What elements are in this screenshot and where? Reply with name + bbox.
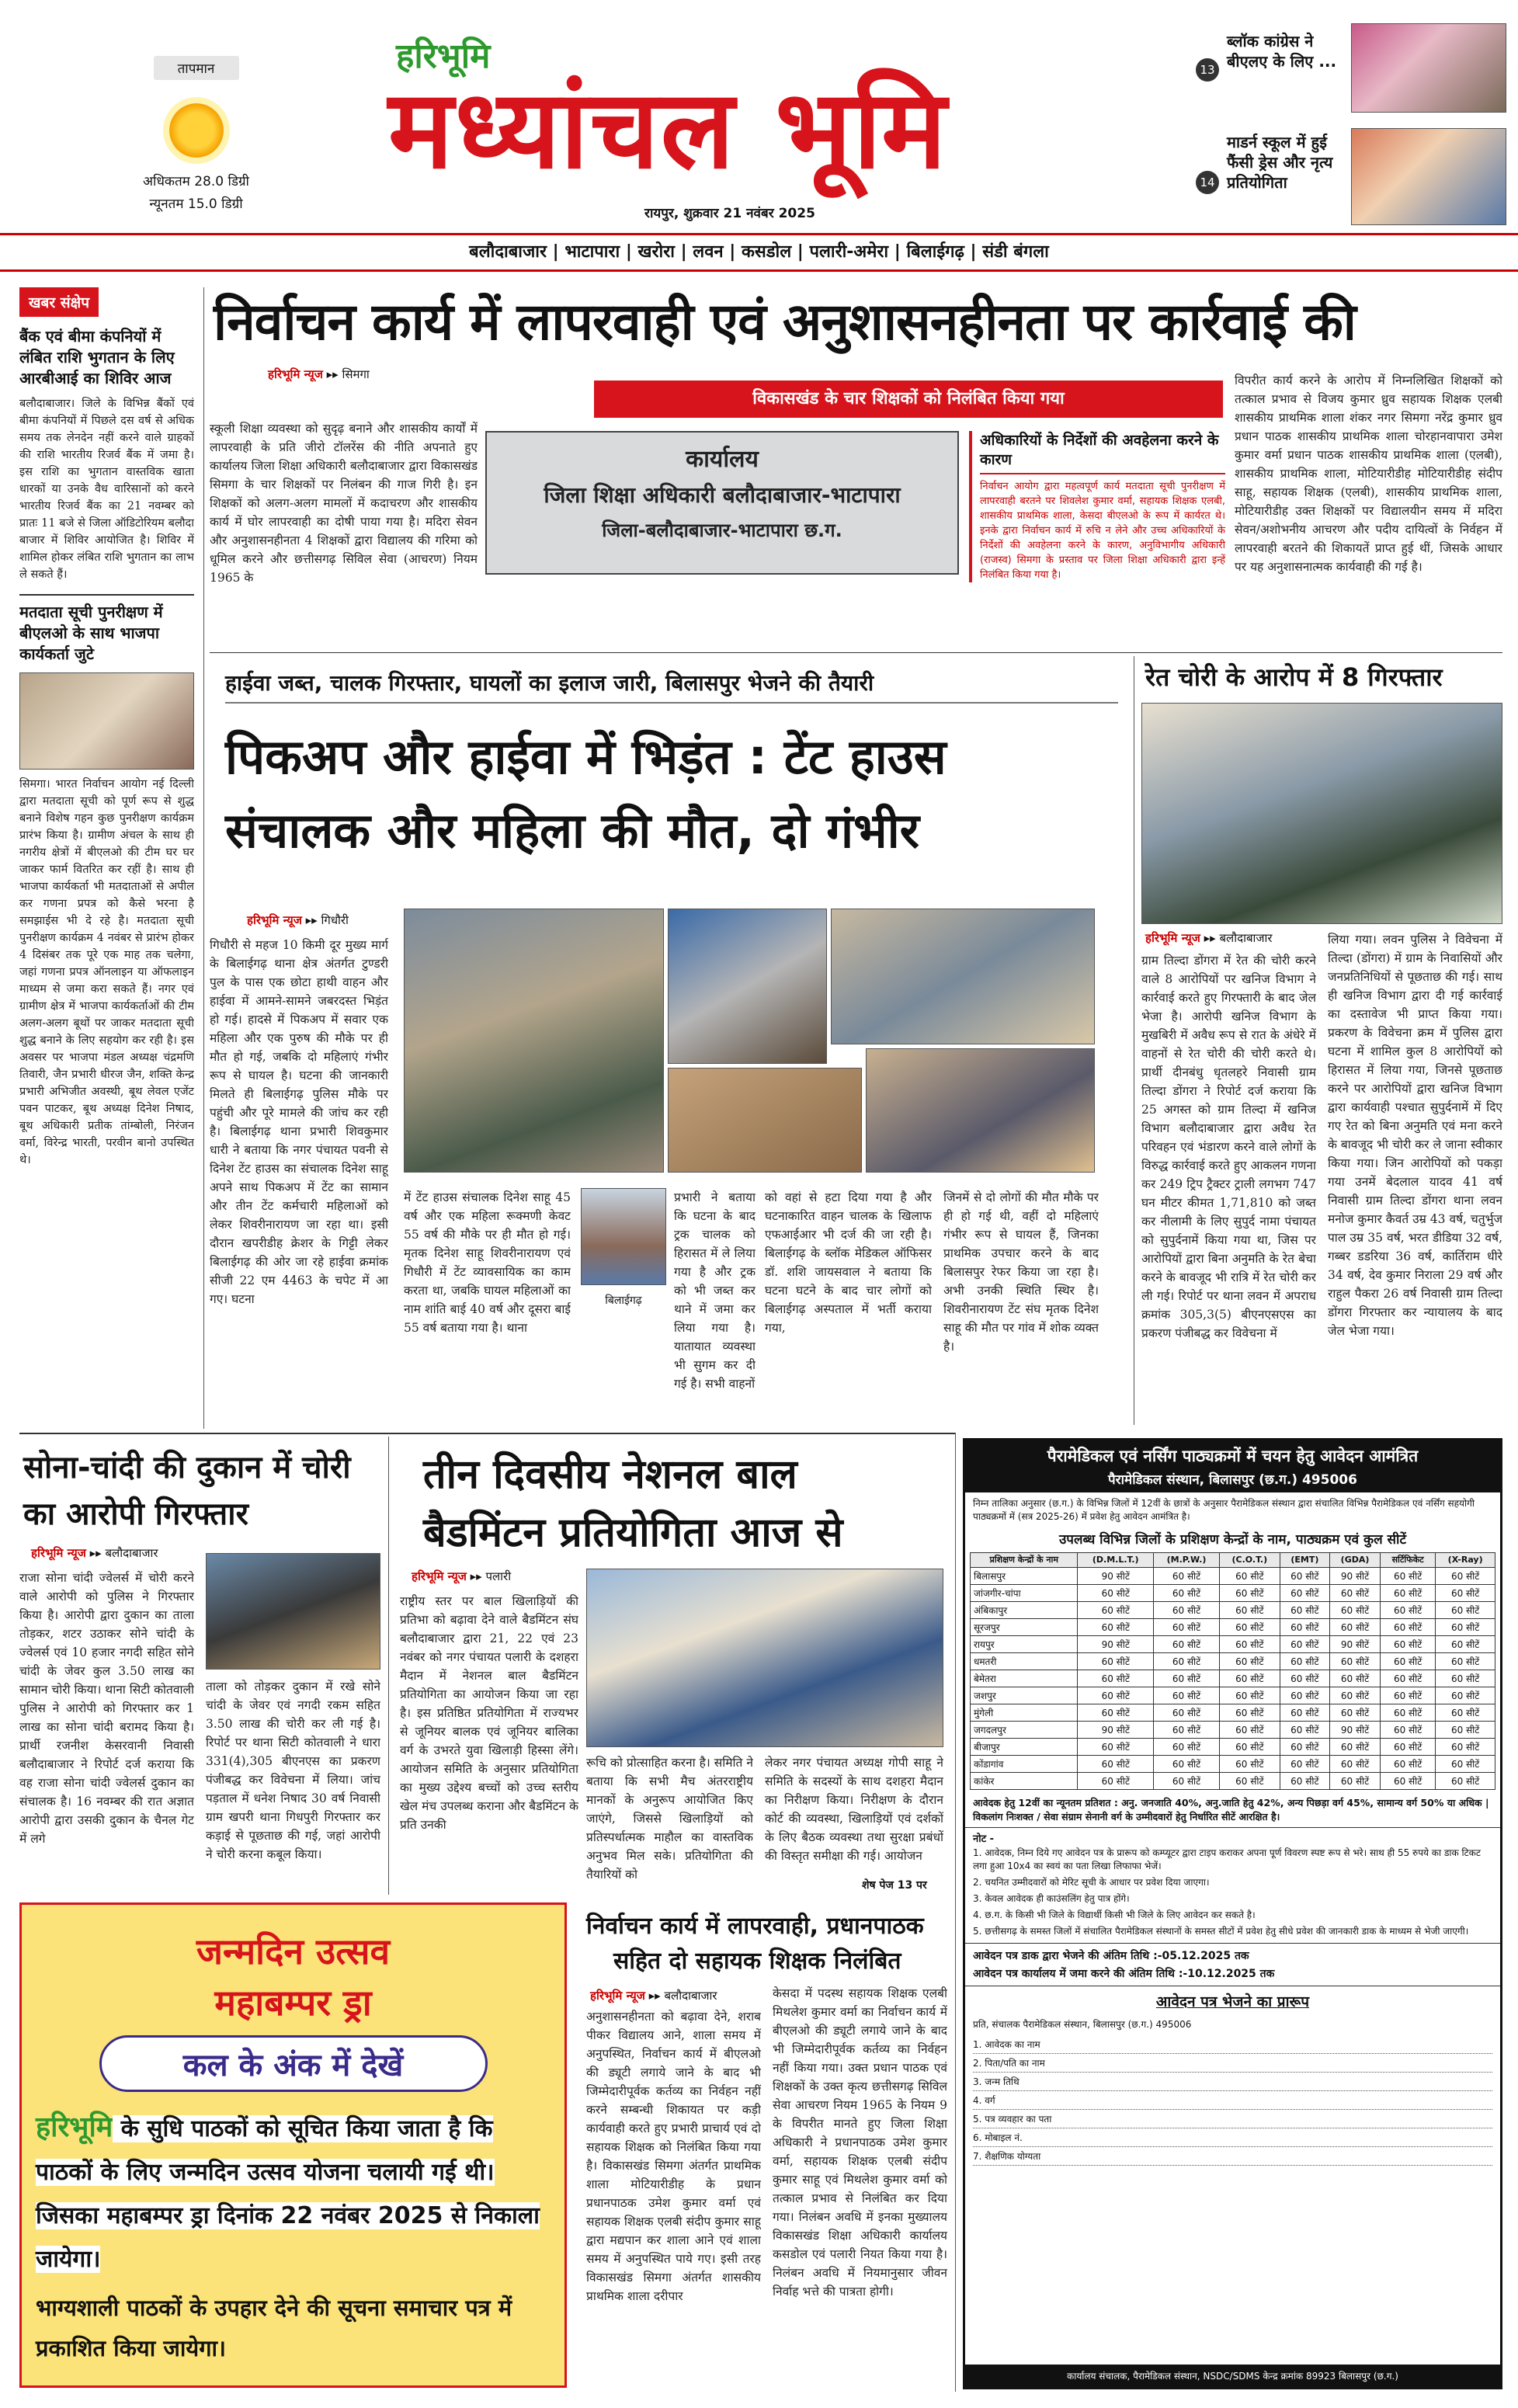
sand-byline-brand: हरिभूमि न्यूज: [1145, 931, 1200, 945]
table-cell-seats: 60 सीटें: [1220, 1756, 1280, 1773]
table-cell-seats: 60 सीटें: [1154, 1602, 1220, 1619]
table-cell-seats: 60 सीटें: [1154, 1687, 1220, 1704]
lead-byline: हरिभूमि न्यूज ▸▸ सिमगा: [268, 367, 370, 381]
table-cell-seats: 60 सीटें: [1330, 1602, 1381, 1619]
table-cell-seats: 60 सीटें: [1220, 1670, 1280, 1687]
sun-icon: [169, 103, 224, 158]
table-cell-seats: 60 सीटें: [1381, 1704, 1436, 1722]
table-cell-seats: 60 सीटें: [1154, 1568, 1220, 1585]
ad-form-title: आवेदन पत्र भेजने का प्रारूप: [1155, 1993, 1310, 2010]
table-row: [971, 1756, 1495, 1773]
table-cell-seats: 60 सीटें: [1436, 1568, 1495, 1585]
accident-col3: प्रभारी ने बताया कि घटना के बाद ट्रक चालक को हिरासत में ले लिया गया है और ट्रक को भी जब्त कर थाने में जमा कर लिया गया है। यातायात व्यवस्था भी सुगम कर दी गई है। सभी वाहनों: [674, 1190, 756, 1391]
paramedical-ad: [963, 1438, 1502, 2389]
badminton-col1: राष्ट्रीय स्तर पर बाल खिलाड़ियों की प्रतिभा को बढ़ावा देने वाले बैडमिंटन संघ बलौदाबाजार द्वारा 21, 22 एवं 23 नवंबर को नगर पंचायत पलारी के दशहरा मैदान में नेशनल बाल बैडमिंटन प्रतियोगिता का आयोजन किया जा रहा है। इस प्रतिष्ठित प्रतियोगिता में राज्यभर से जूनियर बालक एवं जूनियर बालिका वर्ग के उभरते युवा खिलाड़ी हिस्सा लेंगे। आयोजन समिति के अनुसार प्रतियोगिता का मुख्य उद्देश्य बच्चों को उच्च स्तरीय खेल मंच उपलब्ध कराना और बैडमिंटन के प्रति उनकी: [400, 1594, 578, 1832]
accident-kicker: हाईवा जब्त, चालक गिरफ्तार, घायलों का इलाज जारी, बिलासपुर भेजने की तैयारी: [225, 668, 1118, 704]
suspend-byline-place: बलौदाबाजार: [664, 1989, 717, 2003]
promo-paragraph-2: भाग्यशाली पाठकों के उपहार देने की सूचना समाचार पत्र में प्रकाशित किया जायेगा।: [36, 2295, 512, 2361]
table-cell-seats: 60 सीटें: [1220, 1739, 1280, 1756]
table-cell-seats: 90 सीटें: [1330, 1722, 1381, 1739]
table-cell-seats: 60 सीटें: [1280, 1670, 1329, 1687]
table-cell-seats: 60 सीटें: [1154, 1636, 1220, 1653]
ad-note-5: 5. छत्तीसगढ़ के समस्त जिलों में संचालित पैरामेडिकल संस्थानों के समस्त सीटों में प्रवेश हेतु सीधे प्रवेश की जानकारी डाक के माध्यम से भेजी जाएगी।: [973, 1926, 1469, 1937]
accident-headline-1: पिकअप और हाईवा में भिड़ंत : टेंट हाउस: [225, 728, 947, 785]
table-cell-seats: 60 सीटें: [1078, 1602, 1154, 1619]
badminton-headline-1: तीन दिवसीय नेशनल बाल: [423, 1451, 797, 1498]
theft-byline-place: बलौदाबाजार: [105, 1546, 158, 1560]
table-cell-seats: 60 सीटें: [1330, 1585, 1381, 1602]
form-field-3: 3. जन्म तिथि: [973, 2073, 1492, 2091]
ad-form-to: प्रति, संचालक पैरामेडिकल संस्थान, बिलासपुर (छ.ग.) 495006: [973, 2019, 1192, 2030]
accident-headline-2: संचालक और महिला की मौत, दो गंभीर: [225, 802, 920, 859]
rule-2: [19, 1433, 955, 1434]
badminton-continued[interactable]: शेष पेज 13 पर: [862, 1879, 927, 1892]
table-row: [971, 1585, 1495, 1602]
masthead-brand: हरिभूमि: [396, 36, 491, 76]
suspend-col1: अनुशासनहीनता को बढ़ावा देने, शराब पीकर विद्यालय आने, शाला समय में अनुपस्थित, निर्वाचन कार्य में बीएलओ की ड्यूटी लगाये जाने के बाद भी जिम्मेदारीपूर्वक कर्तव्य का निर्वहन नहीं करने सम्बन्धी शिकायत पर कड़ी कार्यवाही करते हुए प्रभारी प्राचार्य एवं दो सहायक शिक्षक को निलंबित किया गया है। विकासखंड सिमगा अंतर्गत प्राथमिक शाला मोटियारीडीह के प्रधान प्रधानपाठक उमेश कुमार वर्मा एवं सहायक शिक्षक एलबी संदीप कुमार साहू द्वारा मद्यपान कर शाला आने एवं शाला समय में अनुपस्थित पाये गए। इसी तरह विकासखंड सिमगा अंतर्गत शासकीय प्राथमिक शाला दरीपार: [586, 2010, 761, 2303]
ad-notes-title: नोट -: [973, 1833, 995, 1845]
table-cell-seats: 60 सीटें: [1220, 1602, 1280, 1619]
table-cell-seats: 60 सीटें: [1330, 1704, 1381, 1722]
badminton-byline: हरिभूमि न्यूज ▸▸ पलारी: [412, 1569, 512, 1583]
table-cell-seats: 60 सीटें: [1280, 1602, 1329, 1619]
table-cell-seats: 60 सीटें: [1436, 1636, 1495, 1653]
table-cell-seats: 60 सीटें: [1220, 1773, 1280, 1790]
lead-photo-sign: [485, 431, 959, 575]
temp-max: अधिकतम 28.0 डिग्री: [143, 174, 249, 189]
accident-photo-3: [831, 909, 1095, 1044]
lead-col1: स्कूली शिक्षा व्यवस्था को सुदृढ़ बनाने और शासकीय कार्यों में लापरवाही के प्रति जीरो टॉलरेंस की नीति अपनाते हुए कार्यालय जिला शिक्षा अधिकारी बलौदाबाजार द्वारा विकासखंड सिमगा के चार शिक्षकों पर निलंबन की गाज गिरी है। इन शिक्षकों को अलग-अलग मामलों में कदाचरण और शासकीय कार्य में घोर लापरवाही का दोषी पाया गया है। मदिरा सेवन और अनुशासनहीनता 4 शिक्षकों द्वारा विद्यालय की गरिमा को धूमिल करने और छत्तीसगढ़ सिविल सेवा (आचरण) नियम 1965 के: [210, 422, 478, 585]
sign-line2: जिला शिक्षा अधिकारी बलौदाबाजार-भाटापारा: [544, 482, 901, 508]
ad-eligibility: आवेदक हेतु 12वीं का न्यूनतम प्रतिशत : अनु. जनजाति 40%, अनु.जाति हेतु 42%, अन्य पिछड़ा वर्ग 45%, सामान्य वर्ग 50% या अधिक | विकलांग निःशक्त / सेवा संग्राम सेनानी वर्ग के उम्मीदवारों हेतु निर्धारित सीटें आरक्षित है।: [965, 1790, 1500, 1828]
table-cell-center: बेमेतरा: [971, 1670, 1078, 1687]
table-cell-seats: 60 सीटें: [1436, 1585, 1495, 1602]
ad-intro: निम्न तालिका अनुसार (छ.ग.) के विभिन्न जिलों में 12वीं के छात्रों के अनुसार पैरामेडिकल संस्थान द्वारा संचालित विभिन्न पैरामेडिकल एवं नर्सिंग सहयोगी पाठ्यक्रमों में (सत्र 2025-26) में प्रवेश हेतु आवेदन आमंत्रित है।: [973, 1498, 1475, 1522]
table-cell-center: अंबिकापुर: [971, 1602, 1078, 1619]
form-field-1: 1. आवेदक का नाम: [973, 2035, 1492, 2054]
table-cell-seats: 60 सीटें: [1154, 1670, 1220, 1687]
table-cell-seats: 60 सीटें: [1330, 1687, 1381, 1704]
table-cell-seats: 60 सीटें: [1436, 1687, 1495, 1704]
ad-note-1: 1. आवेदक, निम्न दिये गए आवेदन पत्र के प्रारूप को कम्प्यूटर द्वारा टाइप कराकर अपना पूर्ण विवरण स्पष्ट रूप से भरे। साथ ही 55 रुपये का डाक टिकट लगा हुआ 10x4 का स्वयं का पता लिखा लिफाफा भेजें।: [973, 1847, 1481, 1871]
table-row: [971, 1602, 1495, 1619]
weather-box: [120, 56, 272, 242]
promo-title-2: महाबम्पर ड्रा: [214, 1982, 372, 2024]
table-cell-seats: 60 सीटें: [1330, 1653, 1381, 1670]
table-cell-seats: 60 सीटें: [1381, 1636, 1436, 1653]
sidebar-story1-body: बलौदाबाजार। जिले के विभिन्न बैंकों एवं बीमा कंपनियों में पिछले दस वर्ष से अधिक समय तक लेनदेन नहीं करने वाले ग्राहकों की राशि भारतीय रिजर्व बैंक में जमा है। इस राशि का भुगतान वास्तविक खाता धारकों या उनके वैध वारिसानों को करने भारतीय रिजर्व बैंक का 21 नवम्बर को प्रातः 11 बजे से जिला ऑडिटोरियम बलौदा बाजार में शिविर आयोजित है। शिविर में शामिल होकर लंबित राशि भुगतान का लाभ ले सकते हैं।: [19, 398, 194, 581]
table-cell-seats: 60 सीटें: [1220, 1568, 1280, 1585]
theft-headline: सोना-चांदी की दुकान में चोरी का आरोपी गिरफ्तार: [23, 1450, 351, 1532]
badminton-col2: रूचि को प्रोत्साहित करना है। समिति ने बताया कि सभी मैच अंतरराष्ट्रीय मानकों के अनुरूप आयोजित किए जाएंगे, जिससे खिलाड़ियों को प्रतिस्पर्धात्मक माहौल का वास्तविक अनुभव मिल सके। प्रतियोगिता की तैयारियों को: [586, 1756, 753, 1882]
seats-table-header: [971, 1553, 1495, 1568]
table-cell-seats: 60 सीटें: [1436, 1670, 1495, 1687]
accident-photo-2: [668, 909, 827, 1064]
suspend-col2: केसदा में पदस्थ सहायक शिक्षक एलबी मिथलेश कुमार वर्मा का निर्वाचन कार्य में बीएलओ की ड्यूटी लगाये जाने के बाद भी जिम्मेदारीपूर्वक कर्तव्य का निर्वहन नहीं किया गया। उक्त प्रधान पाठक एवं शिक्षकों के उक्त कृत्य छत्तीसगढ़ सिविल सेवा आचरण नियम 1965 के नियम 9 के विपरीत मानते हुए जिला शिक्षा अधिकारी ने प्रधानपाठक उमेश कुमार वर्मा, सहायक शिक्षक एलबी संदीप कुमार साहू एवं मिथलेश कुमार वर्मा को तत्काल प्रभाव से निलंबित कर दिया गया। निलंबन अवधि में इनका मुख्यालय विकासखंड शिक्षा अधिकारी कार्यालय कसडोल एवं पलारी नियत किया गया है। निलंबन अवधि में नियमानुसार जीवन निर्वाह भत्ते की पात्रता होगी।: [773, 1986, 947, 2299]
table-row: [971, 1653, 1495, 1670]
accident-col5: जिनमें से दो लोगों की मौत मौके पर ही हो गई थी, वहीं दो महिलाएं गंभीर रूप से घायल हैं, जिनका प्राथमिक उपचार करने के बाद बिलासपुर रेफर किया जा रहा है। अभी उनकी स्थिति स्थिर है। शिवरीनारायण टेंट संघ मृतक दिनेश साहू की मौत पर गांव में शोक व्यक्त है।: [943, 1190, 1099, 1353]
table-cell-seats: 60 सीटें: [1330, 1756, 1381, 1773]
table-row: [971, 1739, 1495, 1756]
table-row: [971, 1722, 1495, 1739]
table-cell-seats: 60 सीटें: [1220, 1687, 1280, 1704]
teaser-2-photo: [1351, 128, 1506, 225]
table-cell-seats: 60 सीटें: [1436, 1653, 1495, 1670]
table-cell-seats: 60 सीटें: [1154, 1739, 1220, 1756]
sand-photo: [1141, 703, 1502, 924]
table-cell-seats: 60 सीटें: [1078, 1756, 1154, 1773]
accident-byline-brand: हरिभूमि न्यूज: [247, 913, 302, 927]
promo-box: [19, 1902, 567, 2388]
th-center: प्रशिक्षण केन्द्रों के नाम: [971, 1553, 1078, 1568]
table-row: [971, 1670, 1495, 1687]
theft-divider: [388, 1437, 389, 1895]
theft-byline-brand: हरिभूमि न्यूज: [31, 1546, 86, 1560]
table-cell-seats: 60 सीटें: [1154, 1722, 1220, 1739]
lead-box-body: निर्वाचन आयोग द्वारा महत्वपूर्ण कार्य मतदाता सूची पुनरीक्षण में लापरवाही बरतने पर शिवलेश कुमार वर्मा, सहायक शिक्षक एलबी, शासकीय प्राथमिक शाला, केसदा बीएलओ के रूप में कार्यरत थे। इनके द्वारा निर्वाचन कार्य में रुचि न लेने और उच्च अधिकारियों के निर्देशों की अवहेलना करने के कारण, अनुविभागीय अधिकारी (राजस्व) सिमगा के प्रस्ताव पर जिला शिक्षा अधिकारी द्वारा इन्हें निलंबित किया गया है।: [980, 481, 1225, 581]
table-cell-center: जांजगीर-चांपा: [971, 1585, 1078, 1602]
ad-note-2: 2. चयनित उम्मीदवारों को मेरिट सूची के आधार पर प्रवेश दिया जाएगा।: [973, 1877, 1210, 1888]
table-cell-seats: 60 सीटें: [1381, 1739, 1436, 1756]
theft-col1: राजा सोना चांदी ज्वेलर्स में चोरी करने वाले आरोपी को पुलिस ने गिरफ्तार किया है। आरोपी द्वारा दुकान का ताला तोड़कर, शटर उठाकर सोने चांदी के ज्वेलर्स एवं 10 हजार नगदी सहित सोने चांदी के जेवर कुल 3.50 लाख का सामान चोरी किया। थाना सिटी कोतवाली पुलिस ने आरोपी को गिरफ्तार कर 1 लाख का सोना चांदी बरामद किया है। प्रार्थी रजनीश केसरवानी निवासी बलौदाबाजार ने रिपोर्ट दर्ज कराया कि वह राजा सोना चांदी ज्वेलर्स दुकान का संचालक है। 16 नवम्बर की रात अज्ञात आरोपी द्वारा उसकी दुकान के चैनल गेट में लगे: [19, 1571, 194, 1846]
teaser-2[interactable]: [1196, 128, 1510, 229]
table-cell-seats: 60 सीटें: [1078, 1619, 1154, 1636]
ad-note-4: 4. छ.ग. के किसी भी जिले के विद्यार्थी किसी भी जिले के लिए आवेदन कर सकते है।: [973, 1909, 1256, 1920]
sand-headline: रेत चोरी के आरोप में 8 गिरफ्तार: [1145, 662, 1443, 692]
table-cell-seats: 60 सीटें: [1436, 1602, 1495, 1619]
table-cell-seats: 60 सीटें: [1381, 1585, 1436, 1602]
table-cell-seats: 60 सीटें: [1381, 1619, 1436, 1636]
table-cell-center: मुंगेली: [971, 1704, 1078, 1722]
table-cell-seats: 60 सीटें: [1078, 1773, 1154, 1790]
table-cell-seats: 60 सीटें: [1436, 1756, 1495, 1773]
table-cell-center: कोंडागांव: [971, 1756, 1078, 1773]
sidebar-story2-body: सिमगा। भारत निर्वाचन आयोग नई दिल्ली द्वारा मतदाता सूची को पूर्ण रूप से शुद्ध बनाने विशेष गहन कुछ पुनरीक्षण कार्यक्रम प्रारंभ किया है। ग्रामीण अंचल के साथ ही नगरीय क्षेत्रों में बीएलओ की टीम घर घर जाकर फार्म वितरित कर रहीं है। साथ ही भाजपा कार्यकर्ता भी मतदाताओं से अपील कर गणना प्रपत्र को कैसे भरना है समझाईस भी दे रहे है। मतदाता सूची पुनरीक्षण कार्यक्रम 4 नवंबर से प्रारंभ होकर 4 दिसंबर तक पूरे एक माह तक चलेगा, जहां गणना प्रपत्र ऑनलाइन या ऑफलाइन माध्यम से जमा करा सकते हैं। नगर एवं ग्रामीण क्षेत्र में भाजपा कार्यकर्ताओं की टीम अलग-अलग बूथों पर जाकर मतदाता सूची शुद्ध बनाने के लिए सहयोग कर रही है। इस अवसर पर भाजपा मंडल अध्यक्ष चंद्रमणि तिवारी, जैन प्रभारी धीरज जैन, शक्ति केन्द्र प्रभारी अभिजीत अवस्थी, बूथ लेवल एजेंट पवन पाटकर, बूथ अध्यक्ष दिनेश निषाद, बूथ अधिकारी प्रतीक तांम्बोली, निरंजन वर्मा, विरेन्द्र भारती, परवीन बानो उपस्थित थे।: [19, 778, 194, 1166]
sidebar-photo: [19, 672, 194, 770]
table-cell-center: सूरजपुर: [971, 1619, 1078, 1636]
table-cell-center: जगदलपुर: [971, 1722, 1078, 1739]
masthead-title: मध्यांचल भूमि: [388, 67, 948, 193]
suspend-byline: हरिभूमि न्यूज ▸▸ बलौदाबाजार: [590, 1989, 717, 2003]
table-cell-seats: 60 सीटें: [1436, 1739, 1495, 1756]
suspend-headline-1: निर्वाचन कार्य में लापरवाही, प्रधानपाठक: [586, 1913, 924, 1940]
sidebar: [19, 287, 194, 1429]
sign-line3: जिला-बलौदाबाजार-भाटापारा छ.ग.: [602, 519, 842, 541]
seats-table-body: [971, 1568, 1495, 1790]
sand-byline: हरिभूमि न्यूज ▸▸ बलौदाबाजार: [1145, 931, 1273, 945]
accident-byline-place: गिधौरी: [321, 913, 349, 927]
table-row: [971, 1568, 1495, 1585]
table-cell-seats: 60 सीटें: [1280, 1739, 1329, 1756]
accident-victim-photo: [581, 1188, 666, 1285]
accident-photo-1: [404, 909, 664, 1173]
table-row: [971, 1773, 1495, 1790]
teaser-1-number: 13: [1196, 58, 1219, 82]
table-cell-seats: 60 सीटें: [1381, 1602, 1436, 1619]
lead-headline: निर्वाचन कार्य में लापरवाही एवं अनुशासनहीनता पर कार्रवाई की: [214, 292, 1356, 352]
ad-title: पैरामेडिकल एवं नर्सिंग पाठ्यक्रमों में चयन हेतु आवेदन आमंत्रित: [965, 1440, 1500, 1468]
table-cell-seats: 60 सीटें: [1220, 1619, 1280, 1636]
accident-col1: गिधौरी से महज 10 किमी दूर मुख्य मार्ग के बिलाईगढ़ थाना क्षेत्र अंतर्गत टुण्डरी पुल के पास एक छोटा हाथी वाहन और हाईवा में आमने-सामने जबरदस्त भिड़ंत हो गई। हादसे में पिकअप में सवार एक महिला और एक पुरुष की मौके पर ही मौत हो गई, जबकि दो महिलाएं गंभीर रूप से घायल है। घटना की जानकारी मिलते ही बिलाईगढ़ पुलिस मौके पर पहुंची और पूरे मामले की जांच कर रही है। बिलाईगढ़ थाना प्रभारी शिवकुमार धारी ने बताया कि नगर पंचायत पवनी से दिनेश टेंट हाउस का संचालक दिनेश साहू अपने साथ पिकअप में टेंट का सामान और तीन टेंट कर्मचारी महिलाओं को लेकर शिवरीनारायण जा रहा था। इसी दौरान खपरीडीह क्रेशर के गिट्टी लेकर बिलाईगढ़ की ओर जा रहे हाईवा क्रमांक सीजी 22 एम 4463 के चपेट में आ गए। घटना: [210, 938, 388, 1306]
table-cell-seats: 60 सीटें: [1381, 1687, 1436, 1704]
table-cell-seats: 60 सीटें: [1330, 1773, 1381, 1790]
th-cot: (C.O.T.): [1220, 1553, 1280, 1568]
table-cell-seats: 60 सीटें: [1280, 1653, 1329, 1670]
table-cell-seats: 60 सीटें: [1280, 1636, 1329, 1653]
suspend-byline-brand: हरिभूमि न्यूज: [590, 1989, 645, 2003]
ad-table-title: उपलब्ध विभिन्न जिलों के प्रशिक्षण केन्द्रों के नाम, पाठ्यक्रम एवं कुल सीटें: [1058, 1532, 1407, 1548]
table-cell-center: कांकेर: [971, 1773, 1078, 1790]
table-row: [971, 1704, 1495, 1722]
suspend-headline-2: सहित दो सहायक शिक्षक निलंबित: [613, 1948, 901, 1975]
table-cell-seats: 60 सीटें: [1381, 1722, 1436, 1739]
table-cell-seats: 60 सीटें: [1436, 1773, 1495, 1790]
ad-form-fields: [965, 2035, 1500, 2166]
sidebar-story1-title: बैंक एवं बीमा कंपनियों में लंबित राशि भुगतान के लिए आरबीआई का शिविर आज: [19, 327, 175, 387]
sidebar-divider: [203, 287, 204, 1429]
ad-table-wrap: [965, 1552, 1500, 1790]
badminton-byline-brand: हरिभूमि न्यूज: [412, 1569, 467, 1583]
table-cell-seats: 60 सीटें: [1078, 1670, 1154, 1687]
table-cell-seats: 60 सीटें: [1280, 1568, 1329, 1585]
seats-table: [970, 1552, 1495, 1790]
ad-note-3: 3. केवल आवेदक ही काउंसलिंग हेतु पात्र होंगे।: [973, 1893, 1130, 1904]
accident-byline: हरिभूमि न्यूज ▸▸ गिधौरी: [247, 913, 349, 927]
sand-col2: लिया गया। लवन पुलिस ने विवेचना में तिल्दा (डोंगरा) में ग्राम के निवासियों और जनप्रतिनिधियों से पूछताछ की गई। साथ ही खनिज विभाग द्वारा दी गई कार्रवाई का दस्तावेज भी प्राप्त किया गया। प्रकरण के विवेचना क्रम में पुलिस द्वारा घटना में शामिल कुल 8 आरोपियों को हिरासत में लिया गया, जिनसे पूछताछ करने पर आरोपियों द्वारा खनिज विभाग द्वारा कार्यवाही पश्चात सुपुर्दनामें में दिए गए रेत को बिना अनुमति एवं मना करने के बावजूद भी चोरी कर ले जाना स्वीकार किया गया। जिन आरोपियों को पकड़ा गया उनमें बेदलाल यादव 41 वर्ष निवासी ग्राम तिल्दा डोंगरा थाना लवन मनोज कुमार कैवर्त उम्र 43 वर्ष, चतुर्भुज पाल उम्र 35 वर्ष, भरत डीडिया 32 वर्ष, गब्बर डडरिया 36 वर्ष, कार्तिराम धीरे 34 वर्ष, देव कुमार निराला 29 वर्ष और राहुल पैकरा 26 वर्ष निवासी ग्राम तिल्दा डोंगरा गिरफ्तार कर न्यायालय के बाद जेल भेजा गया।: [1328, 933, 1502, 1338]
sand-col1: ग्राम तिल्दा डोंगरा में रेत की चोरी करने वाले 8 आरोपियों पर खनिज विभाग ने कार्रवाई करते हुए गिरफ्तारी के बाद जेल भेजा है। आरोपी खनिज विभाग के मुखबिरी में अवैध रूप से रात के अंधेरे में वाहनों से रेत चोरी की चोरी करते थे। प्रार्थी दीनबंधु धृतलहरे निवासी ग्राम तिल्दा डोंगरा ने रिपोर्ट दर्ज कराया कि 25 अगस्त को ग्राम तिल्दा में खनिज विभाग बलौदाबाजार द्वारा अवैध रेत परिवहन एवं भंडारण करने वाले लोगों के विरुद्ध कार्रवाई करते हुए आकलन गणना कर 249 ट्रिप ट्रैक्टर ट्राली लगभग 747 घन मीटर कीमत 1,71,810 को जब्त कर नीलामी के लिए सुपुर्द नामा पंचायत को सुपुर्दनामें किया गया था, जिस पर आरोपियों द्वारा बिना अनुमति के रेत बेचा करने के बावजूद भी रात्रि में रेत चोरी कर ली गई। रिपोर्ट पर थाना लवन में अपराध क्रमांक 305,3(5) बीएनएसएस का प्रकरण पंजीबद्ध कर विवेचना में: [1141, 954, 1316, 1340]
table-cell-seats: 60 सीटें: [1220, 1636, 1280, 1653]
table-cell-seats: 60 सीटें: [1154, 1773, 1220, 1790]
table-cell-seats: 60 सीटें: [1078, 1585, 1154, 1602]
promo-brand: हरिभूमि: [36, 2111, 113, 2143]
badminton-photo: [586, 1569, 943, 1747]
form-field-6: 6. मोबाइल नं.: [973, 2128, 1492, 2147]
promo-title-1: जन्मदिन उत्सव: [196, 1930, 391, 1972]
table-cell-seats: 60 सीटें: [1381, 1670, 1436, 1687]
form-field-2: 2. पिता/पति का नाम: [973, 2054, 1492, 2073]
table-cell-seats: 60 सीटें: [1330, 1670, 1381, 1687]
teaser-1-text: ब्लॉक कांग्रेस ने बीएलए के लिए ...: [1227, 32, 1337, 71]
sand-byline-place: बलौदाबाजार: [1219, 931, 1273, 945]
table-cell-seats: 60 सीटें: [1078, 1739, 1154, 1756]
ad-deadline-1: आवेदन पत्र डाक द्वारा भेजने की अंतिम तिथि :-05.12.2025 तक: [965, 1943, 1500, 1965]
table-cell-seats: 60 सीटें: [1381, 1568, 1436, 1585]
lead-byline-place: सिमगा: [342, 367, 370, 381]
badminton-headline-2: बैडमिंटन प्रतियोगिता आज से: [423, 1510, 843, 1556]
teaser-2-number: 14: [1196, 171, 1219, 194]
promo-paragraph-1: [36, 2106, 551, 2281]
table-cell-seats: 60 सीटें: [1436, 1722, 1495, 1739]
table-cell-seats: 60 सीटें: [1220, 1585, 1280, 1602]
table-cell-seats: 60 सीटें: [1154, 1704, 1220, 1722]
table-cell-seats: 60 सीटें: [1154, 1653, 1220, 1670]
table-cell-seats: 60 सीटें: [1078, 1704, 1154, 1722]
teaser-2-text: माडर्न स्कूल में हुई फैंसी ड्रेस और नृत्य प्रतियोगिता: [1227, 133, 1333, 192]
form-field-5: 5. पत्र व्यवहार का पता: [973, 2110, 1492, 2128]
table-row: [971, 1687, 1495, 1704]
th-emt: (EMT): [1280, 1553, 1329, 1568]
table-cell-seats: 60 सीटें: [1381, 1773, 1436, 1790]
table-cell-seats: 60 सीटें: [1154, 1756, 1220, 1773]
table-cell-seats: 60 सीटें: [1280, 1619, 1329, 1636]
lead-box-title: अधिकारियों के निर्देशों की अवहेलना करने के कारण: [980, 431, 1225, 474]
th-mpw: (M.P.W.): [1154, 1553, 1220, 1568]
sidebar-story2-title: मतदाता सूची पुनरीक्षण में बीएलओ के साथ भाजपा कार्यकर्ता जुटे: [19, 594, 194, 665]
accident-col2: में टेंट हाउस संचालक दिनेश साहू 45 वर्ष और एक महिला रूक्मणी केवट 55 वर्ष की मौके पर ही मौत हो गई। मृतक दिनेश साहू शिवरीनारायण एवं गिधौरी में टेंट व्यावसायिक का काम करता था, जबकि घायल महिलाओं का नाम शांति बाई 40 वर्ष और दूसरा बाई 55 वर्ष बताया गया है। थाना: [404, 1190, 571, 1335]
table-row: [971, 1619, 1495, 1636]
accident-photo-4: [668, 1068, 862, 1173]
badminton-col3: लेकर नगर पंचायत अध्यक्ष गोपी साहू ने समिति के सदस्यों के साथ दशहरा मैदान का निरीक्षण किया। निरीक्षण के दौरान कोर्ट की व्यवस्था, खिलाड़ियों एवं दर्शकों के लिए बैठक व्यवस्था तथा सुरक्षा प्रबंधों की विस्तृत समीक्षा की गई। आयोजन: [765, 1756, 943, 1863]
table-cell-seats: 90 सीटें: [1078, 1636, 1154, 1653]
promo-text-1: के सुधि पाठकों को सूचित किया जाता है कि पाठकों के लिए जन्मदिन उत्सव योजना चलायी गई थी। जिसका महाबम्पर ड्रा दिनांक 22 नवंबर 2025 से निकाला जायेगा।: [36, 2115, 540, 2273]
lead-box: [969, 431, 1225, 582]
temp-min: न्यूनतम 15.0 डिग्री: [149, 196, 243, 212]
lead-col-right: विपरीत कार्य करने के आरोप में निम्नलिखित शिक्षकों को तत्काल प्रभाव से विजय कुमार ध्रुव सहायक शिक्षक एलबी शासकीय प्राथमिक शाला शंकर नगर सिमगा नरेंद्र कुमार ध्रुव प्रधान पाठक शासकीय प्राथमिक शाला चोरहानवापारा उमेश कुमार वर्मा प्रधान पाठक शासकीय प्राथमिक शाला (एलबी), शासकीय प्राथमिक शाला, मोटियारीडीह मोटियारीडीह संदीप साहू, सहायक शिक्षक (एलबी), शासकीय प्राथमिक शाला, मोटियारीडीह उक्त शिक्षकों पर विद्यालयीन समय में मदिरा सेवन/अशोभनीय आचरण और पदीय दायित्वों के निर्वहन में लापरवाही बरतने की शिकायतें प्राप्त हुई थीं, जिसके आधार पर यह अनुशासनात्मक कार्यवाही की गई है।: [1235, 374, 1502, 574]
theft-byline: हरिभूमि न्यूज ▸▸ बलौदाबाजार: [31, 1546, 158, 1560]
sign-line1: कार्यालय: [686, 446, 759, 473]
table-cell-seats: 60 सीटें: [1280, 1756, 1329, 1773]
table-cell-center: बिलासपुर: [971, 1568, 1078, 1585]
towns-strip: [0, 233, 1518, 272]
accident-photo-caption: बिलाईगढ़: [605, 1294, 642, 1307]
table-cell-center: रायपुर: [971, 1636, 1078, 1653]
table-cell-center: बीजापुर: [971, 1739, 1078, 1756]
rule-1: [210, 652, 1502, 653]
table-cell-center: धमतरी: [971, 1653, 1078, 1670]
table-cell-seats: 60 सीटें: [1078, 1653, 1154, 1670]
table-cell-seats: 60 सीटें: [1280, 1585, 1329, 1602]
table-cell-seats: 60 सीटें: [1280, 1722, 1329, 1739]
table-cell-seats: 60 सीटें: [1154, 1619, 1220, 1636]
lead-subhead: विकासखंड के चार शिक्षकों को निलंबित किया गया: [594, 380, 1223, 418]
table-cell-seats: 60 सीटें: [1280, 1687, 1329, 1704]
th-dmlt: (D.M.L.T.): [1078, 1553, 1154, 1568]
table-cell-seats: 60 सीटें: [1381, 1756, 1436, 1773]
th-gda: (GDA): [1330, 1553, 1381, 1568]
table-cell-seats: 60 सीटें: [1220, 1704, 1280, 1722]
teaser-1-photo: [1351, 23, 1506, 113]
table-cell-seats: 60 सीटें: [1220, 1653, 1280, 1670]
table-cell-seats: 60 सीटें: [1330, 1739, 1381, 1756]
theft-col2: ताला को तोड़कर दुकान में रखे सोने चांदी के जेवर एवं नगदी रकम सहित 3.50 लाख की चोरी कर ली गई है। रिपोर्ट पर थाना सिटी कोतवाली ने धारा 331(4),305 बीएनएस का प्रकरण पंजीबद्ध कर विवेचना में लिया। जांच पड़ताल में धनेश निषाद 30 वर्ष निवासी ग्राम खपरी थाना गिधपुरी गिरफ्तार कर कड़ाई से पूछताछ की गई, जहां आरोपी ने चोरी करना कबूल किया।: [206, 1680, 380, 1861]
table-cell-seats: 60 सीटें: [1381, 1653, 1436, 1670]
table-cell-seats: 90 सीटें: [1078, 1722, 1154, 1739]
form-field-7: 7. शैक्षणिक योग्यता: [973, 2147, 1492, 2166]
table-cell-seats: 60 सीटें: [1280, 1773, 1329, 1790]
table-cell-seats: 60 सीटें: [1078, 1687, 1154, 1704]
accident-col4: को वहां से हटा दिया गया है और घटनाकारित वाहन चालक के खिलाफ एफआईआर भी दर्ज की जा रही है। बिलाईगढ़ के ब्लॉक मेडिकल ऑफिसर डॉ. शशि जायसवाल ने बताया कि घटना घटने के बाद चार लोगों को बिलाईगढ़ अस्पताल में भर्ती कराया गया,: [765, 1190, 932, 1335]
th-cert: सर्टिफिकेट: [1381, 1553, 1436, 1568]
table-cell-seats: 60 सीटें: [1330, 1619, 1381, 1636]
badminton-byline-place: पलारी: [485, 1569, 512, 1583]
accident-photo-5: [866, 1048, 1095, 1173]
table-cell-seats: 90 सीटें: [1330, 1568, 1381, 1585]
lead-byline-brand: हरिभूमि न्यूज: [268, 367, 323, 381]
th-xray: (X-Ray): [1436, 1553, 1495, 1568]
dateline: रायपुर, शुक्रवार 21 नवंबर 2025: [644, 206, 815, 221]
table-cell-seats: 60 सीटें: [1220, 1722, 1280, 1739]
table-cell-seats: 60 सीटें: [1436, 1704, 1495, 1722]
teaser-1[interactable]: [1196, 23, 1510, 116]
table-cell-seats: 90 सीटें: [1330, 1636, 1381, 1653]
table-cell-seats: 60 सीटें: [1436, 1619, 1495, 1636]
theft-photo: [206, 1553, 380, 1670]
form-field-4: 4. वर्ग: [973, 2091, 1492, 2110]
table-cell-seats: 90 सीटें: [1078, 1568, 1154, 1585]
ad-footer: कार्यालय संचालक, पैरामेडिकल संस्थान, NSDC/SDMS केन्द्र क्रमांक 89923 बिलासपुर (छ.ग.): [965, 2365, 1500, 2387]
promo-banner: कल के अंक में देखें: [99, 2035, 488, 2092]
table-cell-seats: 60 सीटें: [1280, 1704, 1329, 1722]
ad-deadline-2: आवेदन पत्र कार्यालय में जमा करने की अंतिम तिथि :-10.12.2025 तक: [965, 1965, 1500, 1986]
weather-label: तापमान: [154, 56, 239, 80]
ad-divider: [955, 1433, 956, 2392]
towns-list: बलौदाबाजार | भाटापारा | खरोरा | लवन | कसडोल | पलारी-अमेरा | बिलाईगढ़ | संडी बंगला: [469, 242, 1049, 262]
table-cell-center: जशपुर: [971, 1687, 1078, 1704]
table-row: [971, 1636, 1495, 1653]
sidebar-label: खबर संक्षेप: [19, 287, 99, 317]
ad-subtitle: पैरामेडिकल संस्थान, बिलासपुर (छ.ग.) 495006: [965, 1468, 1500, 1492]
table-cell-seats: 60 सीटें: [1154, 1585, 1220, 1602]
